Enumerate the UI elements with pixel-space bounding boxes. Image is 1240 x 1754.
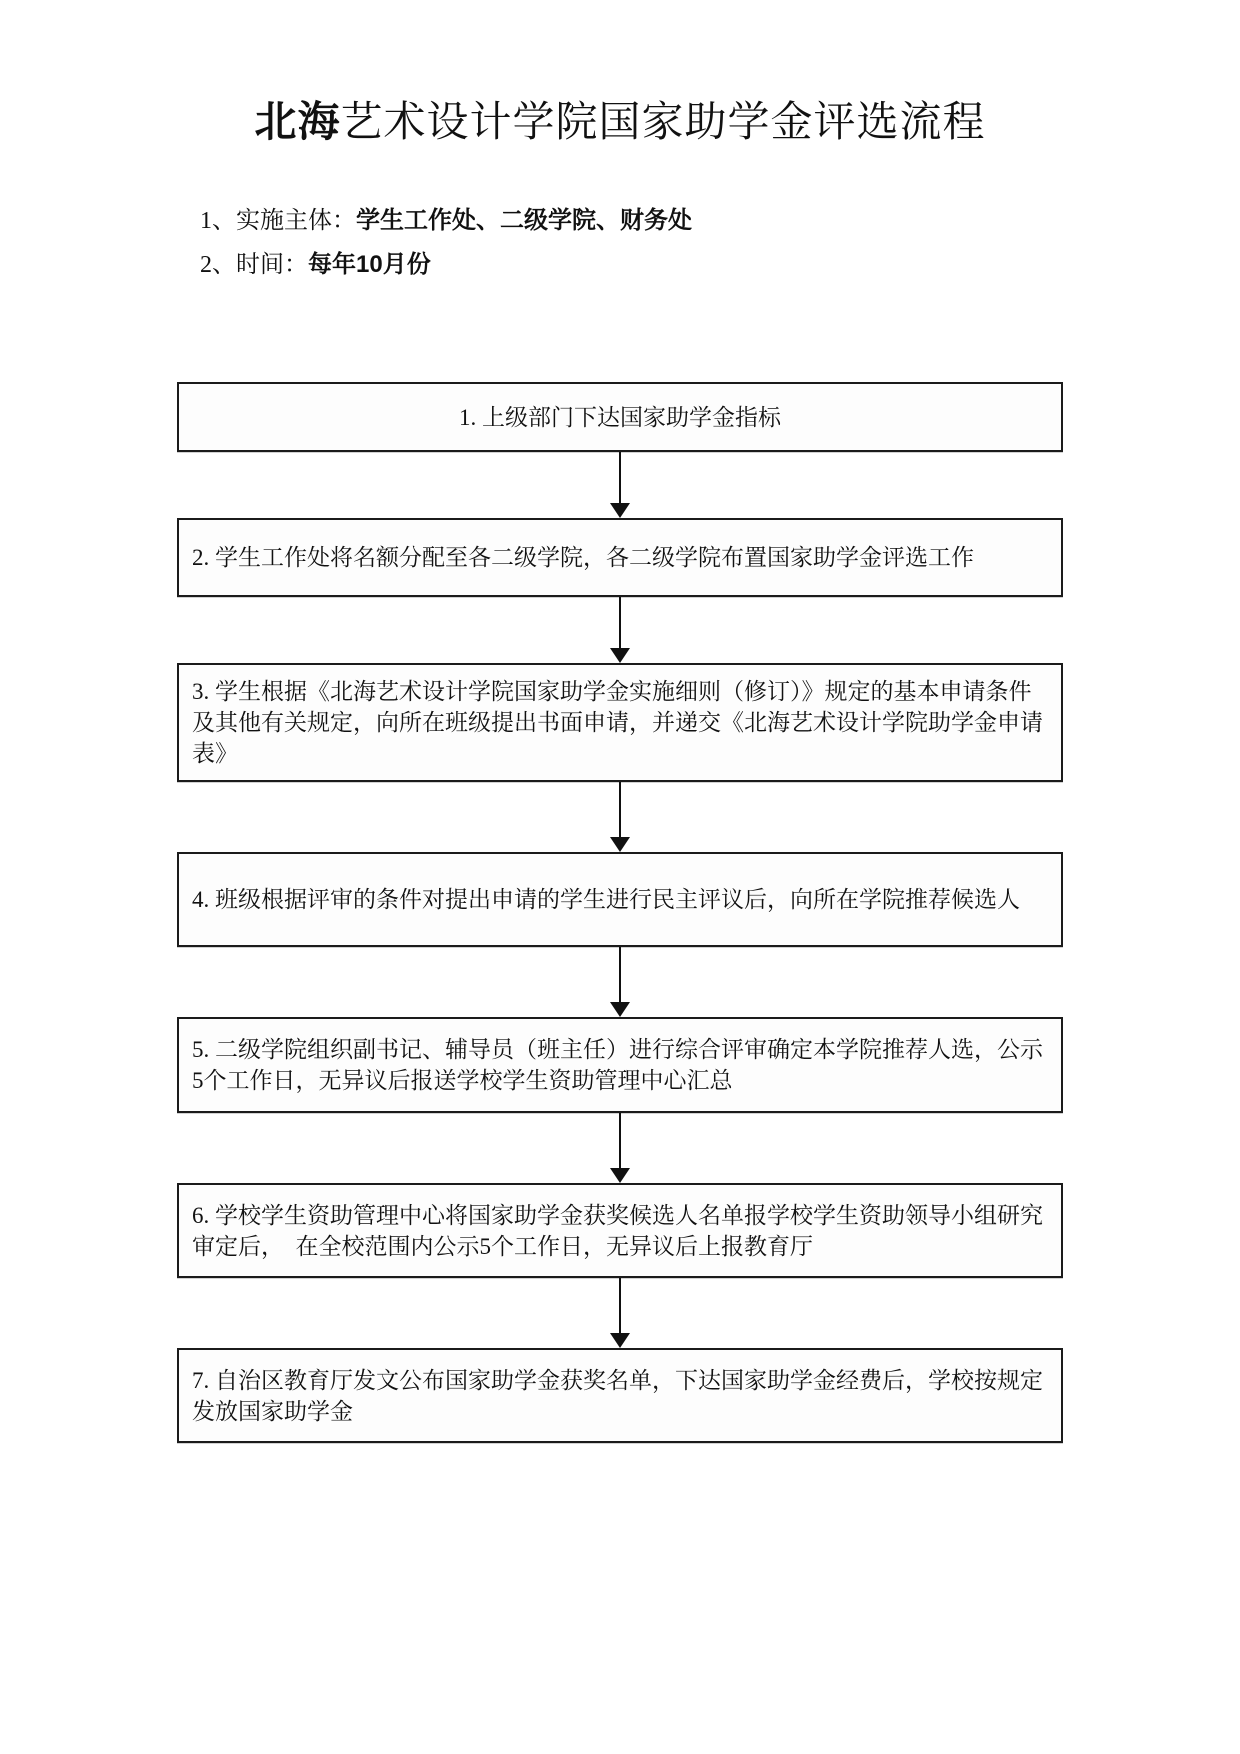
arrow-shaft (619, 947, 621, 1002)
flow-step-text: 4. 班级根据评审的条件对提出申请的学生进行民主评议后，向所在学院推荐候选人 (192, 887, 1020, 912)
arrow-down-icon (610, 648, 630, 663)
flow-connector-3 (608, 782, 632, 852)
flow-connector-1 (608, 452, 632, 518)
flow-step-6 (177, 1183, 1063, 1278)
page-title (177, 96, 1063, 149)
flow-step-text: 3. 学生根据《北海艺术设计学院国家助学金实施细则（修订）》规定的基本申请条件及其他有关规定，向所在班级提出书面申请，并递交《北海艺术设计学院助学金申请表》 (192, 679, 1043, 766)
flow-step-4 (177, 852, 1063, 947)
flow-step-text: 5. 二级学院组织副书记、辅导员（班主任）进行综合评审确定本学院推荐人选，公示5个工作日，无异议后报送学校学生资助管理中心汇总 (192, 1037, 1043, 1093)
arrow-shaft (619, 1278, 621, 1333)
info-label: 1、实施主体： (200, 208, 356, 234)
info-value: 学生工作处、二级学院、财务处 (356, 207, 692, 234)
flow-step-text: 6. 学校学生资助管理中心将国家助学金获奖候选人名单报学校学生资助领导小组研究审定后， 在全校范围内公示5个工作日，无异议后上报教育厅 (192, 1202, 1043, 1259)
flow-step-text: 2. 学生工作处将名额分配至各二级学院，各二级学院布置国家助学金评选工作 (192, 545, 974, 570)
flowchart (177, 382, 1063, 1443)
arrow-shaft (619, 597, 621, 648)
arrow-down-icon (610, 1168, 630, 1183)
arrow-down-icon (610, 503, 630, 518)
flow-connector-6 (608, 1278, 632, 1348)
page-title-rest: 艺术设计学院国家助学金评选流程 (340, 100, 986, 146)
arrow-shaft (619, 452, 621, 503)
arrow-shaft (619, 1113, 621, 1168)
flow-step-7 (177, 1348, 1063, 1443)
info-label: 2、时间： (200, 252, 308, 278)
info-item-subject (200, 206, 692, 236)
flow-step-text: 7. 自治区教育厅发文公布国家助学金获奖名单，下达国家助学金经费后，学校按规定发放国家助学金 (192, 1367, 1043, 1424)
flow-connector-5 (608, 1113, 632, 1183)
flow-step-3 (177, 663, 1063, 782)
info-item-time (200, 250, 692, 280)
flow-connector-4 (608, 947, 632, 1017)
flow-step-text: 1. 上级部门下达国家助学金指标 (459, 404, 781, 430)
info-value: 每年10月份 (308, 251, 431, 278)
info-list (200, 206, 692, 280)
flow-step-1 (177, 382, 1063, 452)
flow-step-5 (177, 1017, 1063, 1113)
arrow-down-icon (610, 837, 630, 852)
arrow-shaft (619, 782, 621, 837)
arrow-down-icon (610, 1002, 630, 1017)
flow-connector-2 (608, 597, 632, 663)
page-title-emphasis: 北海 (254, 98, 341, 145)
arrow-down-icon (610, 1333, 630, 1348)
flow-step-2 (177, 518, 1063, 597)
